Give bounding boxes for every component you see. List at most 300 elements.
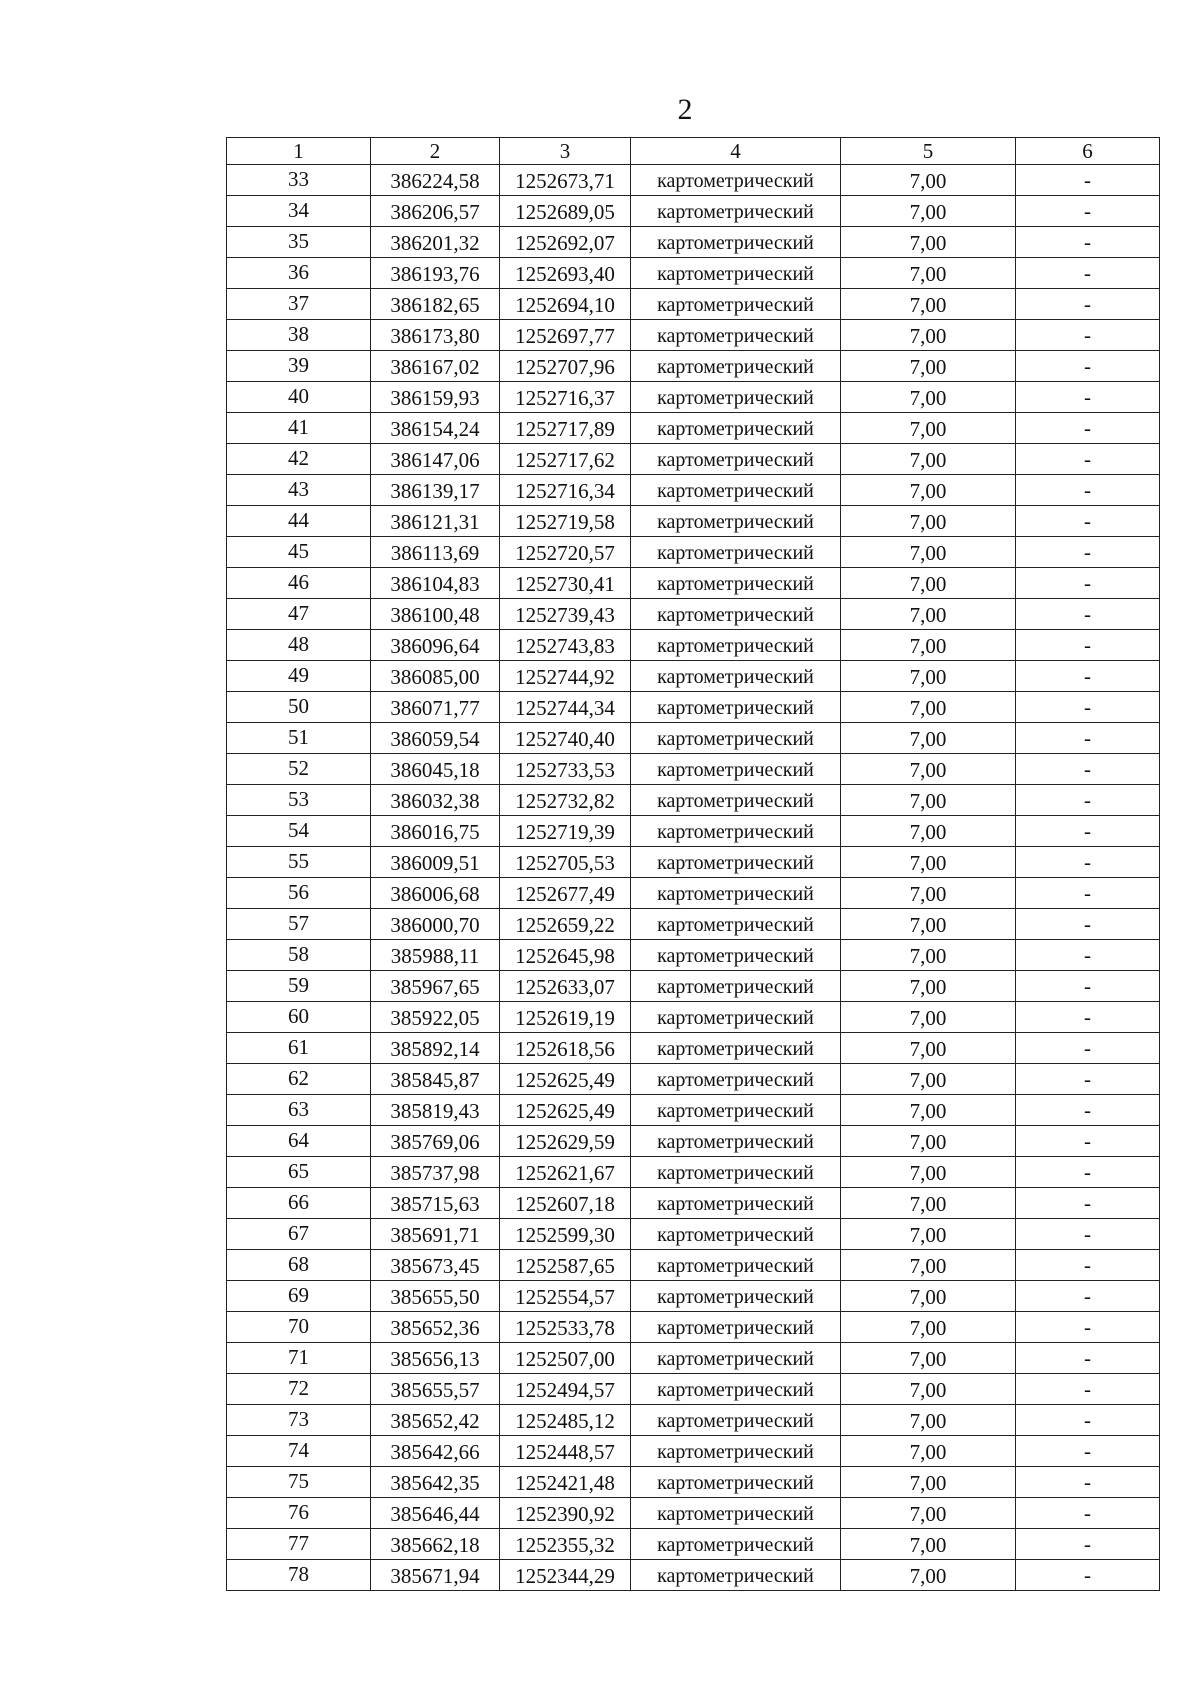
point-number-cell: 48 xyxy=(227,630,371,661)
x-coordinate-cell: 386154,24 xyxy=(371,413,500,444)
point-number-cell: 56 xyxy=(227,878,371,909)
header-cell: 1 xyxy=(227,138,371,165)
table-row xyxy=(227,630,1160,661)
x-coordinate-cell: 385691,71 xyxy=(371,1219,500,1250)
y-coordinate-cell: 1252740,40 xyxy=(500,723,631,754)
y-coordinate-cell: 1252390,92 xyxy=(500,1498,631,1529)
point-number-cell: 62 xyxy=(227,1064,371,1095)
x-coordinate-cell: 386193,76 xyxy=(371,258,500,289)
method-cell: картометрический xyxy=(631,1095,841,1126)
header-cell: 4 xyxy=(631,138,841,165)
y-coordinate-cell: 1252707,96 xyxy=(500,351,631,382)
y-coordinate-cell: 1252355,32 xyxy=(500,1529,631,1560)
accuracy-cell: 7,00 xyxy=(841,382,1016,413)
note-cell: - xyxy=(1016,1312,1160,1343)
point-number-cell: 34 xyxy=(227,196,371,227)
x-coordinate-cell: 386016,75 xyxy=(371,816,500,847)
method-cell: картометрический xyxy=(631,723,841,754)
table-row xyxy=(227,1467,1160,1498)
accuracy-cell: 7,00 xyxy=(841,1219,1016,1250)
table-row xyxy=(227,1188,1160,1219)
table-row xyxy=(227,692,1160,723)
x-coordinate-cell: 386224,58 xyxy=(371,165,500,196)
note-cell: - xyxy=(1016,909,1160,940)
method-cell: картометрический xyxy=(631,1250,841,1281)
method-cell: картометрический xyxy=(631,816,841,847)
x-coordinate-cell: 385892,14 xyxy=(371,1033,500,1064)
point-number-cell: 70 xyxy=(227,1312,371,1343)
accuracy-cell: 7,00 xyxy=(841,1312,1016,1343)
table-row xyxy=(227,1560,1160,1591)
note-cell: - xyxy=(1016,227,1160,258)
accuracy-cell: 7,00 xyxy=(841,692,1016,723)
table-row xyxy=(227,816,1160,847)
note-cell: - xyxy=(1016,1064,1160,1095)
accuracy-cell: 7,00 xyxy=(841,1281,1016,1312)
table-row xyxy=(227,196,1160,227)
y-coordinate-cell: 1252599,30 xyxy=(500,1219,631,1250)
table-row xyxy=(227,723,1160,754)
accuracy-cell: 7,00 xyxy=(841,816,1016,847)
method-cell: картометрический xyxy=(631,1219,841,1250)
table-row xyxy=(227,475,1160,506)
y-coordinate-cell: 1252705,53 xyxy=(500,847,631,878)
table-row xyxy=(227,351,1160,382)
point-number-cell: 45 xyxy=(227,537,371,568)
x-coordinate-cell: 385655,57 xyxy=(371,1374,500,1405)
method-cell: картометрический xyxy=(631,1405,841,1436)
y-coordinate-cell: 1252587,65 xyxy=(500,1250,631,1281)
method-cell: картометрический xyxy=(631,506,841,537)
y-coordinate-cell: 1252619,19 xyxy=(500,1002,631,1033)
accuracy-cell: 7,00 xyxy=(841,971,1016,1002)
y-coordinate-cell: 1252625,49 xyxy=(500,1064,631,1095)
y-coordinate-cell: 1252743,83 xyxy=(500,630,631,661)
point-number-cell: 78 xyxy=(227,1560,371,1591)
note-cell: - xyxy=(1016,816,1160,847)
table-row xyxy=(227,1095,1160,1126)
x-coordinate-cell: 386085,00 xyxy=(371,661,500,692)
note-cell: - xyxy=(1016,1374,1160,1405)
table-row xyxy=(227,413,1160,444)
point-number-cell: 33 xyxy=(227,165,371,196)
table-row xyxy=(227,1157,1160,1188)
accuracy-cell: 7,00 xyxy=(841,1405,1016,1436)
table-body xyxy=(227,165,1160,1591)
table-row xyxy=(227,1498,1160,1529)
accuracy-cell: 7,00 xyxy=(841,568,1016,599)
method-cell: картометрический xyxy=(631,382,841,413)
x-coordinate-cell: 386045,18 xyxy=(371,754,500,785)
accuracy-cell: 7,00 xyxy=(841,630,1016,661)
table-row xyxy=(227,971,1160,1002)
point-number-cell: 63 xyxy=(227,1095,371,1126)
y-coordinate-cell: 1252485,12 xyxy=(500,1405,631,1436)
y-coordinate-cell: 1252716,34 xyxy=(500,475,631,506)
table-row xyxy=(227,1033,1160,1064)
note-cell: - xyxy=(1016,1250,1160,1281)
point-number-cell: 37 xyxy=(227,289,371,320)
method-cell: картометрический xyxy=(631,413,841,444)
method-cell: картометрический xyxy=(631,940,841,971)
point-number-cell: 59 xyxy=(227,971,371,1002)
point-number-cell: 73 xyxy=(227,1405,371,1436)
y-coordinate-cell: 1252607,18 xyxy=(500,1188,631,1219)
x-coordinate-cell: 386121,31 xyxy=(371,506,500,537)
note-cell: - xyxy=(1016,1157,1160,1188)
table-row xyxy=(227,1219,1160,1250)
header-cell: 5 xyxy=(841,138,1016,165)
point-number-cell: 44 xyxy=(227,506,371,537)
accuracy-cell: 7,00 xyxy=(841,351,1016,382)
method-cell: картометрический xyxy=(631,320,841,351)
y-coordinate-cell: 1252732,82 xyxy=(500,785,631,816)
y-coordinate-cell: 1252694,10 xyxy=(500,289,631,320)
table-row xyxy=(227,909,1160,940)
coordinates-table xyxy=(226,137,1160,1591)
x-coordinate-cell: 386006,68 xyxy=(371,878,500,909)
note-cell: - xyxy=(1016,444,1160,475)
point-number-cell: 50 xyxy=(227,692,371,723)
y-coordinate-cell: 1252618,56 xyxy=(500,1033,631,1064)
note-cell: - xyxy=(1016,723,1160,754)
y-coordinate-cell: 1252533,78 xyxy=(500,1312,631,1343)
x-coordinate-cell: 385737,98 xyxy=(371,1157,500,1188)
note-cell: - xyxy=(1016,196,1160,227)
accuracy-cell: 7,00 xyxy=(841,754,1016,785)
y-coordinate-cell: 1252717,89 xyxy=(500,413,631,444)
note-cell: - xyxy=(1016,165,1160,196)
table-row xyxy=(227,1343,1160,1374)
y-coordinate-cell: 1252494,57 xyxy=(500,1374,631,1405)
x-coordinate-cell: 385845,87 xyxy=(371,1064,500,1095)
table-row xyxy=(227,940,1160,971)
x-coordinate-cell: 385819,43 xyxy=(371,1095,500,1126)
method-cell: картометрический xyxy=(631,692,841,723)
y-coordinate-cell: 1252717,62 xyxy=(500,444,631,475)
y-coordinate-cell: 1252507,00 xyxy=(500,1343,631,1374)
x-coordinate-cell: 386201,32 xyxy=(371,227,500,258)
point-number-cell: 69 xyxy=(227,1281,371,1312)
header-cell: 3 xyxy=(500,138,631,165)
point-number-cell: 46 xyxy=(227,568,371,599)
method-cell: картометрический xyxy=(631,971,841,1002)
x-coordinate-cell: 385655,50 xyxy=(371,1281,500,1312)
method-cell: картометрический xyxy=(631,196,841,227)
method-cell: картометрический xyxy=(631,878,841,909)
note-cell: - xyxy=(1016,1498,1160,1529)
note-cell: - xyxy=(1016,568,1160,599)
point-number-cell: 66 xyxy=(227,1188,371,1219)
point-number-cell: 51 xyxy=(227,723,371,754)
y-coordinate-cell: 1252689,05 xyxy=(500,196,631,227)
point-number-cell: 71 xyxy=(227,1343,371,1374)
y-coordinate-cell: 1252744,92 xyxy=(500,661,631,692)
note-cell: - xyxy=(1016,1529,1160,1560)
x-coordinate-cell: 385673,45 xyxy=(371,1250,500,1281)
table-row xyxy=(227,320,1160,351)
note-cell: - xyxy=(1016,1002,1160,1033)
y-coordinate-cell: 1252554,57 xyxy=(500,1281,631,1312)
accuracy-cell: 7,00 xyxy=(841,537,1016,568)
y-coordinate-cell: 1252645,98 xyxy=(500,940,631,971)
table-row xyxy=(227,847,1160,878)
x-coordinate-cell: 386159,93 xyxy=(371,382,500,413)
method-cell: картометрический xyxy=(631,227,841,258)
point-number-cell: 53 xyxy=(227,785,371,816)
note-cell: - xyxy=(1016,847,1160,878)
note-cell: - xyxy=(1016,599,1160,630)
point-number-cell: 54 xyxy=(227,816,371,847)
table-row xyxy=(227,1312,1160,1343)
note-cell: - xyxy=(1016,1281,1160,1312)
accuracy-cell: 7,00 xyxy=(841,1033,1016,1064)
table-row xyxy=(227,382,1160,413)
accuracy-cell: 7,00 xyxy=(841,785,1016,816)
accuracy-cell: 7,00 xyxy=(841,1374,1016,1405)
method-cell: картометрический xyxy=(631,568,841,599)
method-cell: картометрический xyxy=(631,661,841,692)
table-row xyxy=(227,1281,1160,1312)
point-number-cell: 76 xyxy=(227,1498,371,1529)
note-cell: - xyxy=(1016,1033,1160,1064)
method-cell: картометрический xyxy=(631,1374,841,1405)
point-number-cell: 57 xyxy=(227,909,371,940)
point-number-cell: 61 xyxy=(227,1033,371,1064)
table-row xyxy=(227,1436,1160,1467)
point-number-cell: 67 xyxy=(227,1219,371,1250)
note-cell: - xyxy=(1016,692,1160,723)
method-cell: картометрический xyxy=(631,1002,841,1033)
x-coordinate-cell: 385656,13 xyxy=(371,1343,500,1374)
y-coordinate-cell: 1252673,71 xyxy=(500,165,631,196)
x-coordinate-cell: 385671,94 xyxy=(371,1560,500,1591)
method-cell: картометрический xyxy=(631,475,841,506)
y-coordinate-cell: 1252629,59 xyxy=(500,1126,631,1157)
note-cell: - xyxy=(1016,1188,1160,1219)
table-row xyxy=(227,568,1160,599)
point-number-cell: 75 xyxy=(227,1467,371,1498)
header-cell: 6 xyxy=(1016,138,1160,165)
accuracy-cell: 7,00 xyxy=(841,1560,1016,1591)
accuracy-cell: 7,00 xyxy=(841,165,1016,196)
x-coordinate-cell: 386173,80 xyxy=(371,320,500,351)
accuracy-cell: 7,00 xyxy=(841,1498,1016,1529)
accuracy-cell: 7,00 xyxy=(841,878,1016,909)
x-coordinate-cell: 385988,11 xyxy=(371,940,500,971)
header-cell: 2 xyxy=(371,138,500,165)
x-coordinate-cell: 385646,44 xyxy=(371,1498,500,1529)
y-coordinate-cell: 1252693,40 xyxy=(500,258,631,289)
note-cell: - xyxy=(1016,1219,1160,1250)
method-cell: картометрический xyxy=(631,1467,841,1498)
y-coordinate-cell: 1252633,07 xyxy=(500,971,631,1002)
y-coordinate-cell: 1252677,49 xyxy=(500,878,631,909)
accuracy-cell: 7,00 xyxy=(841,444,1016,475)
y-coordinate-cell: 1252621,67 xyxy=(500,1157,631,1188)
point-number-cell: 68 xyxy=(227,1250,371,1281)
accuracy-cell: 7,00 xyxy=(841,723,1016,754)
method-cell: картометрический xyxy=(631,1343,841,1374)
table-row xyxy=(227,599,1160,630)
note-cell: - xyxy=(1016,475,1160,506)
x-coordinate-cell: 386096,64 xyxy=(371,630,500,661)
accuracy-cell: 7,00 xyxy=(841,320,1016,351)
accuracy-cell: 7,00 xyxy=(841,1529,1016,1560)
note-cell: - xyxy=(1016,289,1160,320)
note-cell: - xyxy=(1016,413,1160,444)
method-cell: картометрический xyxy=(631,1281,841,1312)
accuracy-cell: 7,00 xyxy=(841,940,1016,971)
note-cell: - xyxy=(1016,506,1160,537)
method-cell: картометрический xyxy=(631,785,841,816)
note-cell: - xyxy=(1016,320,1160,351)
header-row xyxy=(227,138,1160,165)
accuracy-cell: 7,00 xyxy=(841,506,1016,537)
point-number-cell: 43 xyxy=(227,475,371,506)
accuracy-cell: 7,00 xyxy=(841,1188,1016,1219)
y-coordinate-cell: 1252730,41 xyxy=(500,568,631,599)
note-cell: - xyxy=(1016,537,1160,568)
x-coordinate-cell: 386000,70 xyxy=(371,909,500,940)
x-coordinate-cell: 386009,51 xyxy=(371,847,500,878)
x-coordinate-cell: 386113,69 xyxy=(371,537,500,568)
accuracy-cell: 7,00 xyxy=(841,1095,1016,1126)
table-row xyxy=(227,878,1160,909)
method-cell: картометрический xyxy=(631,1312,841,1343)
point-number-cell: 65 xyxy=(227,1157,371,1188)
method-cell: картометрический xyxy=(631,537,841,568)
accuracy-cell: 7,00 xyxy=(841,196,1016,227)
note-cell: - xyxy=(1016,1126,1160,1157)
x-coordinate-cell: 385642,35 xyxy=(371,1467,500,1498)
method-cell: картометрический xyxy=(631,444,841,475)
point-number-cell: 39 xyxy=(227,351,371,382)
point-number-cell: 49 xyxy=(227,661,371,692)
note-cell: - xyxy=(1016,940,1160,971)
method-cell: картометрический xyxy=(631,1436,841,1467)
x-coordinate-cell: 386059,54 xyxy=(371,723,500,754)
note-cell: - xyxy=(1016,258,1160,289)
y-coordinate-cell: 1252659,22 xyxy=(500,909,631,940)
y-coordinate-cell: 1252448,57 xyxy=(500,1436,631,1467)
y-coordinate-cell: 1252744,34 xyxy=(500,692,631,723)
accuracy-cell: 7,00 xyxy=(841,1126,1016,1157)
x-coordinate-cell: 385652,36 xyxy=(371,1312,500,1343)
x-coordinate-cell: 385769,06 xyxy=(371,1126,500,1157)
method-cell: картометрический xyxy=(631,1560,841,1591)
accuracy-cell: 7,00 xyxy=(841,1250,1016,1281)
y-coordinate-cell: 1252421,48 xyxy=(500,1467,631,1498)
point-number-cell: 35 xyxy=(227,227,371,258)
table-row xyxy=(227,537,1160,568)
table-row xyxy=(227,289,1160,320)
x-coordinate-cell: 386206,57 xyxy=(371,196,500,227)
point-number-cell: 47 xyxy=(227,599,371,630)
table-row xyxy=(227,785,1160,816)
method-cell: картометрический xyxy=(631,351,841,382)
y-coordinate-cell: 1252692,07 xyxy=(500,227,631,258)
x-coordinate-cell: 385922,05 xyxy=(371,1002,500,1033)
note-cell: - xyxy=(1016,661,1160,692)
x-coordinate-cell: 385662,18 xyxy=(371,1529,500,1560)
method-cell: картометрический xyxy=(631,630,841,661)
accuracy-cell: 7,00 xyxy=(841,909,1016,940)
accuracy-cell: 7,00 xyxy=(841,1064,1016,1095)
method-cell: картометрический xyxy=(631,909,841,940)
y-coordinate-cell: 1252625,49 xyxy=(500,1095,631,1126)
y-coordinate-cell: 1252344,29 xyxy=(500,1560,631,1591)
table-row xyxy=(227,1405,1160,1436)
table-row xyxy=(227,1250,1160,1281)
method-cell: картометрический xyxy=(631,258,841,289)
accuracy-cell: 7,00 xyxy=(841,1157,1016,1188)
table-row xyxy=(227,754,1160,785)
table-row xyxy=(227,444,1160,475)
table-row xyxy=(227,1529,1160,1560)
point-number-cell: 36 xyxy=(227,258,371,289)
y-coordinate-cell: 1252719,39 xyxy=(500,816,631,847)
method-cell: картометрический xyxy=(631,847,841,878)
method-cell: картометрический xyxy=(631,1126,841,1157)
x-coordinate-cell: 385652,42 xyxy=(371,1405,500,1436)
point-number-cell: 41 xyxy=(227,413,371,444)
accuracy-cell: 7,00 xyxy=(841,847,1016,878)
point-number-cell: 64 xyxy=(227,1126,371,1157)
point-number-cell: 60 xyxy=(227,1002,371,1033)
point-number-cell: 52 xyxy=(227,754,371,785)
method-cell: картометрический xyxy=(631,1529,841,1560)
table-row xyxy=(227,165,1160,196)
note-cell: - xyxy=(1016,785,1160,816)
y-coordinate-cell: 1252716,37 xyxy=(500,382,631,413)
accuracy-cell: 7,00 xyxy=(841,661,1016,692)
accuracy-cell: 7,00 xyxy=(841,1467,1016,1498)
note-cell: - xyxy=(1016,1560,1160,1591)
method-cell: картометрический xyxy=(631,1157,841,1188)
table-row xyxy=(227,661,1160,692)
method-cell: картометрический xyxy=(631,289,841,320)
x-coordinate-cell: 385642,66 xyxy=(371,1436,500,1467)
point-number-cell: 38 xyxy=(227,320,371,351)
note-cell: - xyxy=(1016,1095,1160,1126)
table-row xyxy=(227,227,1160,258)
note-cell: - xyxy=(1016,1436,1160,1467)
note-cell: - xyxy=(1016,351,1160,382)
method-cell: картометрический xyxy=(631,1064,841,1095)
note-cell: - xyxy=(1016,878,1160,909)
point-number-cell: 55 xyxy=(227,847,371,878)
note-cell: - xyxy=(1016,1343,1160,1374)
accuracy-cell: 7,00 xyxy=(841,1002,1016,1033)
table-row xyxy=(227,1126,1160,1157)
note-cell: - xyxy=(1016,1405,1160,1436)
x-coordinate-cell: 386167,02 xyxy=(371,351,500,382)
method-cell: картометрический xyxy=(631,1498,841,1529)
accuracy-cell: 7,00 xyxy=(841,413,1016,444)
point-number-cell: 74 xyxy=(227,1436,371,1467)
page-number: 2 xyxy=(677,93,693,126)
method-cell: картометрический xyxy=(631,1188,841,1219)
note-cell: - xyxy=(1016,971,1160,1002)
table-row xyxy=(227,1374,1160,1405)
x-coordinate-cell: 386104,83 xyxy=(371,568,500,599)
y-coordinate-cell: 1252697,77 xyxy=(500,320,631,351)
table-row xyxy=(227,258,1160,289)
x-coordinate-cell: 386139,17 xyxy=(371,475,500,506)
accuracy-cell: 7,00 xyxy=(841,289,1016,320)
x-coordinate-cell: 386032,38 xyxy=(371,785,500,816)
